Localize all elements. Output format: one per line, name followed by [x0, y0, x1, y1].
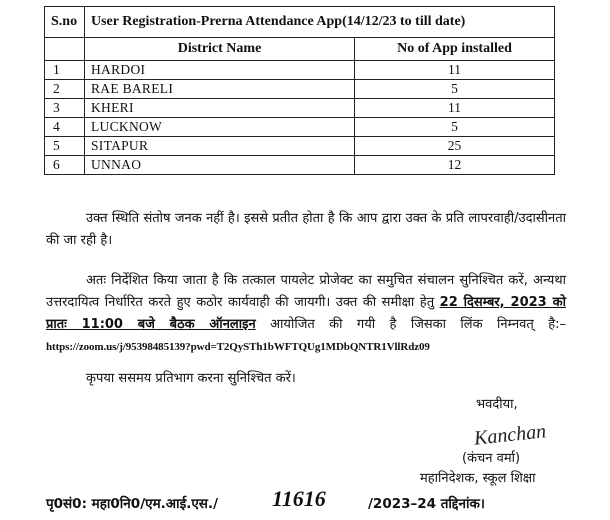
registration-table [44, 6, 555, 175]
reference-number: 11616 [272, 486, 326, 511]
directive-text: अतः निर्देशित किया जाता है कि तत्काल पायलेट प्रोजेक्ट का समुचित संचालन सुनिश्चित करें, अन्यथा उत्तरदायित्व निर्धारित करते हुए कठोर कार्यवाही की जायगी। उक्त की समीक्षा हेतु [46, 273, 566, 310]
row-sno: 5 [45, 137, 85, 156]
row-district: RAE BARELI [85, 80, 355, 99]
table-row [45, 156, 555, 175]
sno-header: S.no [45, 7, 85, 38]
row-district: KHERI [85, 99, 355, 118]
row-district: LUCKNOW [85, 118, 355, 137]
row-count: 25 [355, 137, 555, 156]
row-sno: 1 [45, 61, 85, 80]
status-paragraph [46, 208, 566, 252]
row-district: HARDOI [85, 61, 355, 80]
row-count: 11 [355, 61, 555, 80]
closing-salutation: भवदीया, [476, 397, 518, 412]
table-title-row [45, 7, 555, 38]
reference-prefix: पृ0सं0: महा0नि0/एम.आई.एस./ [46, 496, 218, 512]
district-column-header: District Name [85, 38, 355, 61]
table-row [45, 99, 555, 118]
directive-text-continued: आयोजित की गयी है जिसका लिंक निम्नवत् है:– [270, 317, 567, 332]
signatory-title: महानिदेशक, स्कूल शिक्षा [420, 471, 536, 486]
row-district: SITAPUR [85, 137, 355, 156]
row-count: 5 [355, 80, 555, 99]
directive-paragraph [46, 270, 566, 358]
row-count: 12 [355, 156, 555, 175]
status-paragraph-text: उक्त स्थिति संतोष जनक नहीं है। इससे प्रतीत होता है कि आप द्वारा उक्त के प्रति लापरवाही/उदासीनता की जा रही है। [46, 211, 566, 248]
table-row [45, 137, 555, 156]
reference-suffix: /2023–24 तद्दिनांक। [368, 496, 485, 512]
row-sno: 6 [45, 156, 85, 175]
row-count: 5 [355, 118, 555, 137]
count-column-header: No of App installed [355, 38, 555, 61]
table-row [45, 118, 555, 137]
row-district: UNNAO [85, 156, 355, 175]
row-sno: 4 [45, 118, 85, 137]
table-title: User Registration-Prerna Attendance App(14/12/23 to till date) [85, 7, 555, 38]
row-sno: 2 [45, 80, 85, 99]
row-count: 11 [355, 99, 555, 118]
signature: Kanchan [472, 420, 548, 450]
blank-header-cell [45, 38, 85, 61]
signatory-name: (कंचन वर्मा) [462, 451, 521, 466]
table-row [45, 80, 555, 99]
zoom-meeting-link[interactable]: https://zoom.us/j/95398485139?pwd=T2QySTh1bWFTQUg1MDbQNTR1VllRdz09 [46, 341, 430, 353]
participation-request: कृपया ससमय प्रतिभाग करना सुनिश्चित करें। [86, 371, 296, 386]
meeting-datetime: 22 दिसम्बर, 2023 को प्रातः 11:00 बजे बैठक ऑनलाइन [46, 295, 566, 332]
row-sno: 3 [45, 99, 85, 118]
table-row [45, 61, 555, 80]
table-column-header-row [45, 38, 555, 61]
